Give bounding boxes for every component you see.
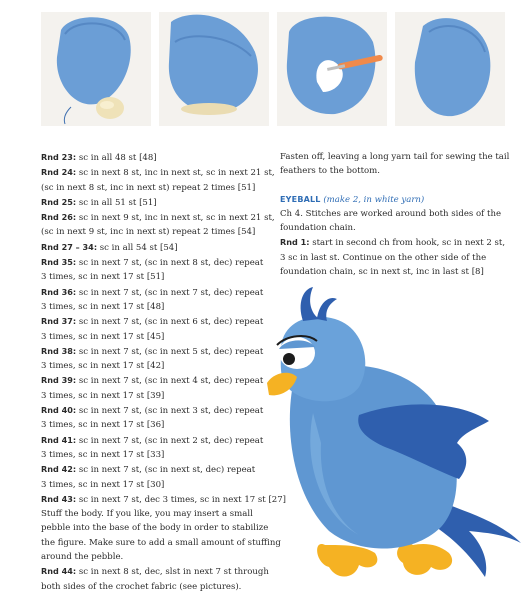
- instruction-round-label: Rnd 36:: [41, 286, 77, 297]
- eyeball-title: EYEBALL: [280, 194, 321, 204]
- instruction-line: [41, 300, 273, 314]
- instruction-text: sc in next 7 st, (sc in next 6 st, dec) repeat: [76, 317, 264, 328]
- instruction-text: sc in next 7 st, dec 3 times, sc in next 17 st [27]: [76, 494, 287, 505]
- eyeball-line: [280, 235, 516, 250]
- instruction-round-label: Rnd 38:: [41, 345, 77, 356]
- instruction-text: sc in next 9 st, inc in next st, sc in next 21 st,: [76, 213, 275, 224]
- instruction-line: [41, 492, 287, 507]
- instruction-round-label: Rnd 26:: [41, 212, 77, 223]
- eyeball-round-label: Rnd 1:: [280, 237, 310, 248]
- instruction-text: sc in next 7 st, (sc in next 4 st, dec) repeat: [76, 376, 264, 387]
- instruction-line: [41, 314, 273, 329]
- instruction-round-label: Rnd 42:: [41, 464, 77, 475]
- instruction-line: [41, 564, 273, 579]
- crochet-body-with-pebble-photo: [41, 12, 151, 126]
- instruction-line: [41, 403, 273, 418]
- instruction-round-label: Rnd 44:: [41, 566, 77, 577]
- instruction-line: [41, 433, 273, 448]
- instruction-round-label: Rnd 40:: [41, 405, 77, 416]
- instruction-text: (sc in next 9 st, inc in next st) repeat 2 times [54]: [41, 227, 256, 238]
- instruction-line: [41, 462, 273, 477]
- eyeball-note: (make 2, in white yarn): [320, 194, 425, 205]
- instruction-text: sc in next 7 st, (sc in next st, dec) repeat: [76, 465, 256, 476]
- instruction-text: sc in all 54 st [54]: [97, 242, 178, 253]
- instruction-round-label: Rnd 25:: [41, 196, 77, 207]
- instruction-line: [41, 240, 273, 255]
- instruction-line: [41, 225, 273, 239]
- instruction-line: [41, 418, 273, 432]
- instruction-line: [41, 359, 273, 373]
- crochet-body-closing-hook-photo: [277, 12, 387, 126]
- instruction-round-label: Rnd 35:: [41, 257, 77, 268]
- instruction-text: around the pebble.: [41, 552, 124, 563]
- instructions-column: [41, 150, 287, 594]
- instruction-round-label: Rnd 43:: [41, 493, 77, 504]
- instruction-line: [41, 478, 273, 492]
- instruction-line: [41, 536, 281, 550]
- eyeball-text: 3 sc in last st. Continue on the other side of the: [280, 252, 487, 263]
- instruction-text: 3 times, sc in next 17 st [48]: [41, 301, 165, 312]
- instruction-text: 3 times, sc in next 17 st [45]: [41, 331, 165, 342]
- instruction-text: the figure. Make sure to add a small amount of stuffing: [41, 537, 281, 548]
- instruction-line: [41, 448, 273, 462]
- instruction-line: [41, 373, 273, 388]
- instruction-round-label: Rnd 24:: [41, 167, 77, 178]
- instruction-text: sc in next 8 st, dec, slst in next 7 st through: [76, 567, 269, 578]
- instruction-round-label: Rnd 27 – 34:: [41, 241, 98, 252]
- instruction-line: [41, 255, 273, 270]
- instruction-text: 3 times, sc in next 17 st [33]: [41, 449, 165, 460]
- instruction-text: sc in next 7 st, (sc in next 2 st, dec) repeat: [76, 435, 264, 446]
- fasten-line-2: feathers to the bottom.: [280, 166, 380, 177]
- eyeball-line: [280, 207, 516, 221]
- instruction-round-label: Rnd 37:: [41, 316, 77, 327]
- instruction-text: 3 times, sc in next 17 st [30]: [41, 479, 165, 490]
- instruction-text: (sc in next 8 st, inc in next st) repeat 2 times [51]: [41, 182, 256, 193]
- instruction-line: [41, 521, 273, 535]
- instruction-line: [41, 389, 273, 403]
- eyeball-line: [280, 221, 516, 235]
- instruction-line: [41, 507, 273, 521]
- instruction-text: 3 times, sc in next 17 st [42]: [41, 361, 165, 372]
- instruction-line: [41, 181, 273, 195]
- instruction-text: sc in next 7 st, (sc in next 7 st, dec) repeat: [76, 287, 264, 298]
- instruction-text: 3 times, sc in next 17 st [39]: [41, 390, 165, 401]
- instruction-text: sc in all 51 st [51]: [76, 197, 157, 208]
- instruction-line: [41, 195, 273, 210]
- instruction-round-label: Rnd 23:: [41, 152, 77, 162]
- instruction-line: [41, 344, 273, 359]
- instruction-text: 3 times, sc in next 17 st [51]: [41, 272, 165, 283]
- instruction-line: [41, 270, 273, 284]
- eyeball-text: start in second ch from hook, sc in next 2 st,: [309, 238, 506, 249]
- instruction-text: sc in next 8 st, inc in next st, sc in next 21 st,: [76, 168, 275, 179]
- instruction-round-label: Rnd 39:: [41, 375, 77, 386]
- instruction-text: sc in next 7 st, (sc in next 5 st, dec) repeat: [76, 346, 264, 357]
- eyeball-text: foundation chain, sc in next st, inc in last st [8]: [280, 267, 484, 278]
- instruction-line: [41, 285, 273, 300]
- instruction-text: sc in all 48 st [48]: [76, 153, 157, 163]
- fasten-line-1: Fasten off, leaving a long yarn tail for sewing the tail: [280, 152, 510, 162]
- instruction-text: sc in next 7 st, (sc in next 8 st, dec) repeat: [76, 258, 264, 269]
- instruction-text: 3 times, sc in next 17 st [36]: [41, 420, 165, 431]
- eyeball-line: [280, 265, 516, 279]
- instruction-text: Stuff the body. If you like, you may insert a small: [41, 509, 253, 520]
- instruction-line: [41, 150, 273, 165]
- eyeball-text: Ch 4. Stitches are worked around both sides of the: [280, 208, 502, 219]
- crochet-body-finished-photo: [395, 12, 505, 126]
- eyeball-heading: [280, 193, 516, 207]
- instruction-line: [41, 210, 273, 225]
- instruction-text: both sides of the crochet fabric (see pictures).: [41, 581, 242, 592]
- instruction-line: [41, 580, 273, 594]
- right-column: [280, 150, 516, 279]
- instruction-line: [41, 165, 273, 180]
- instruction-text: sc in next 7 st, (sc in next 3 st, dec) repeat: [76, 406, 264, 417]
- eyeball-text: foundation chain.: [280, 223, 356, 234]
- eyeball-line: [280, 251, 516, 265]
- instruction-round-label: Rnd 41:: [41, 434, 77, 445]
- instruction-line: [41, 330, 273, 344]
- crochet-blue-bird-photo: [263, 283, 523, 581]
- instruction-line: [41, 550, 273, 564]
- instruction-text: pebble into the base of the body in order to stabilize: [41, 523, 269, 534]
- photo-strip: [41, 12, 515, 126]
- crochet-body-stuffed-photo: [159, 12, 269, 126]
